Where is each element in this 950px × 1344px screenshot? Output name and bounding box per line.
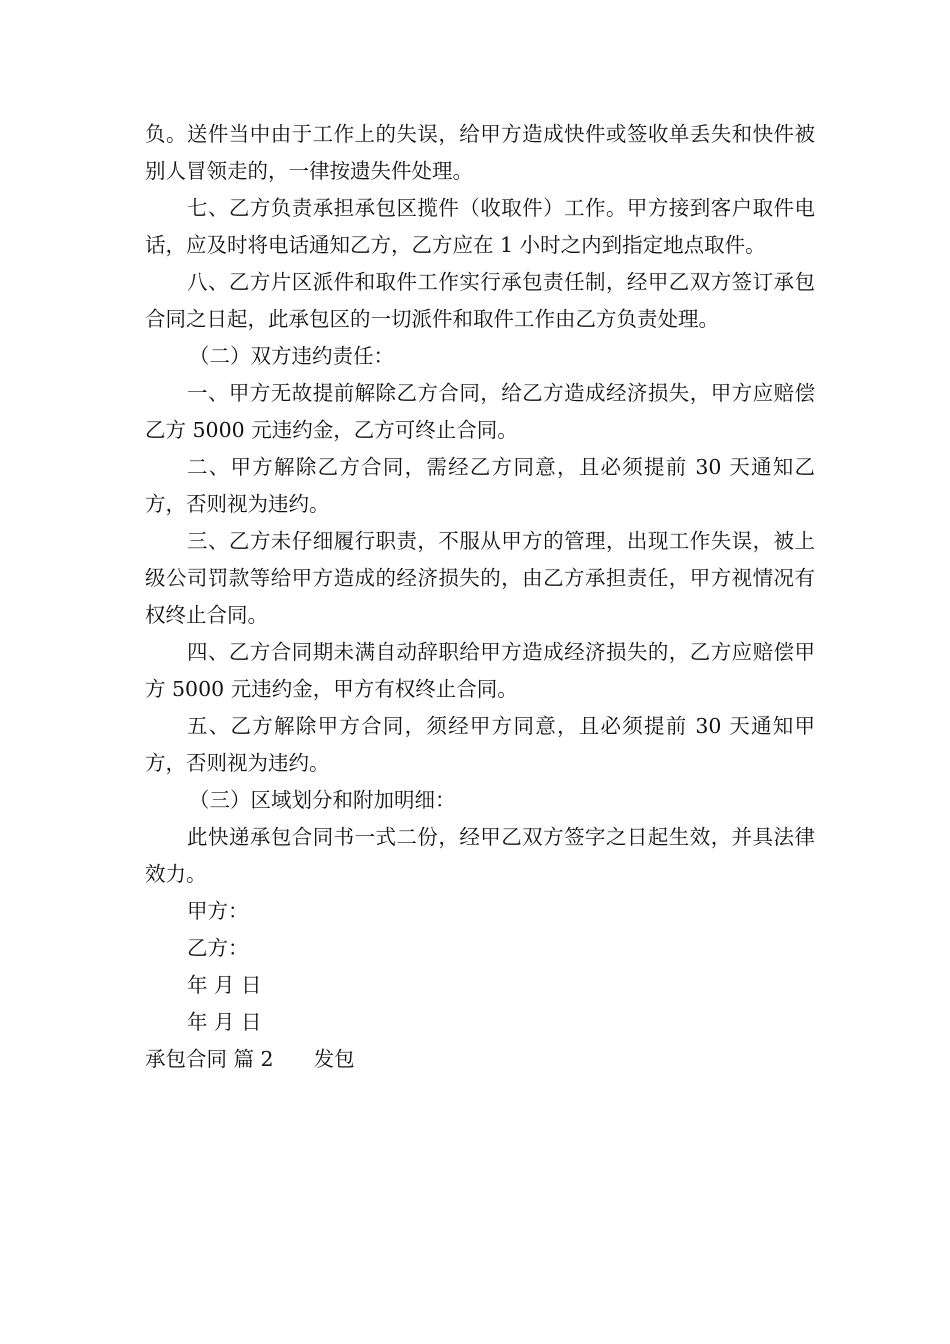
next-section-title: 承包合同 篇 2 xyxy=(145,1047,274,1071)
signature-party-a: 甲方： xyxy=(187,899,249,923)
document-body xyxy=(145,116,815,1078)
next-section-heading xyxy=(145,1041,815,1078)
next-section-subtitle: 发包 xyxy=(313,1047,355,1071)
paragraph-clause-8: 八、乙方片区派件和取件工作实行承包责任制，经甲乙双方签订承包合同之日起，此承包区的一切派件和取件工作由乙方负责处理。 xyxy=(145,270,815,331)
paragraph-breach-2: 二、甲方解除乙方合同，需经乙方同意，且必须提前 30 天通知乙方，否则视为违约。 xyxy=(145,455,815,516)
paragraph-breach-1: 一、甲方无故提前解除乙方合同，给乙方造成经济损失，甲方应赔偿乙方 5000 元违约金，乙方可终止合同。 xyxy=(145,381,815,442)
signature-party-b: 乙方： xyxy=(187,936,249,960)
paragraph-clause-7: 七、乙方负责承担承包区揽件（收取件）工作。甲方接到客户取件电话，应及时将电话通知乙方，乙方应在 1 小时之内到指定地点取件。 xyxy=(145,196,815,257)
paragraph-continuation: 负。送件当中由于工作上的失误，给甲方造成快件或签收单丢失和快件被别人冒领走的，一律按遗失件处理。 xyxy=(145,122,815,183)
section-heading-breach-liability: （二）双方违约责任： xyxy=(189,344,394,368)
paragraph-breach-3: 三、乙方未仔细履行职责，不服从甲方的管理，出现工作失误，被上级公司罚款等给甲方造成的经济损失的，由乙方承担责任，甲方视情况有权终止合同。 xyxy=(145,529,815,627)
section-heading-area-details: （三）区域划分和附加明细： xyxy=(189,788,456,812)
date-line-2: 年 月 日 xyxy=(187,1010,262,1034)
date-line-1: 年 月 日 xyxy=(187,973,262,997)
paragraph-breach-4: 四、乙方合同期未满自动辞职给甲方造成经济损失的，乙方应赔偿甲方 5000 元违约金，甲方有权终止合同。 xyxy=(145,640,815,701)
paragraph-effectiveness: 此快递承包合同书一式二份，经甲乙双方签字之日起生效，并具法律效力。 xyxy=(145,825,815,886)
paragraph-breach-5: 五、乙方解除甲方合同，须经甲方同意，且必须提前 30 天通知甲方，否则视为违约。 xyxy=(145,714,815,775)
